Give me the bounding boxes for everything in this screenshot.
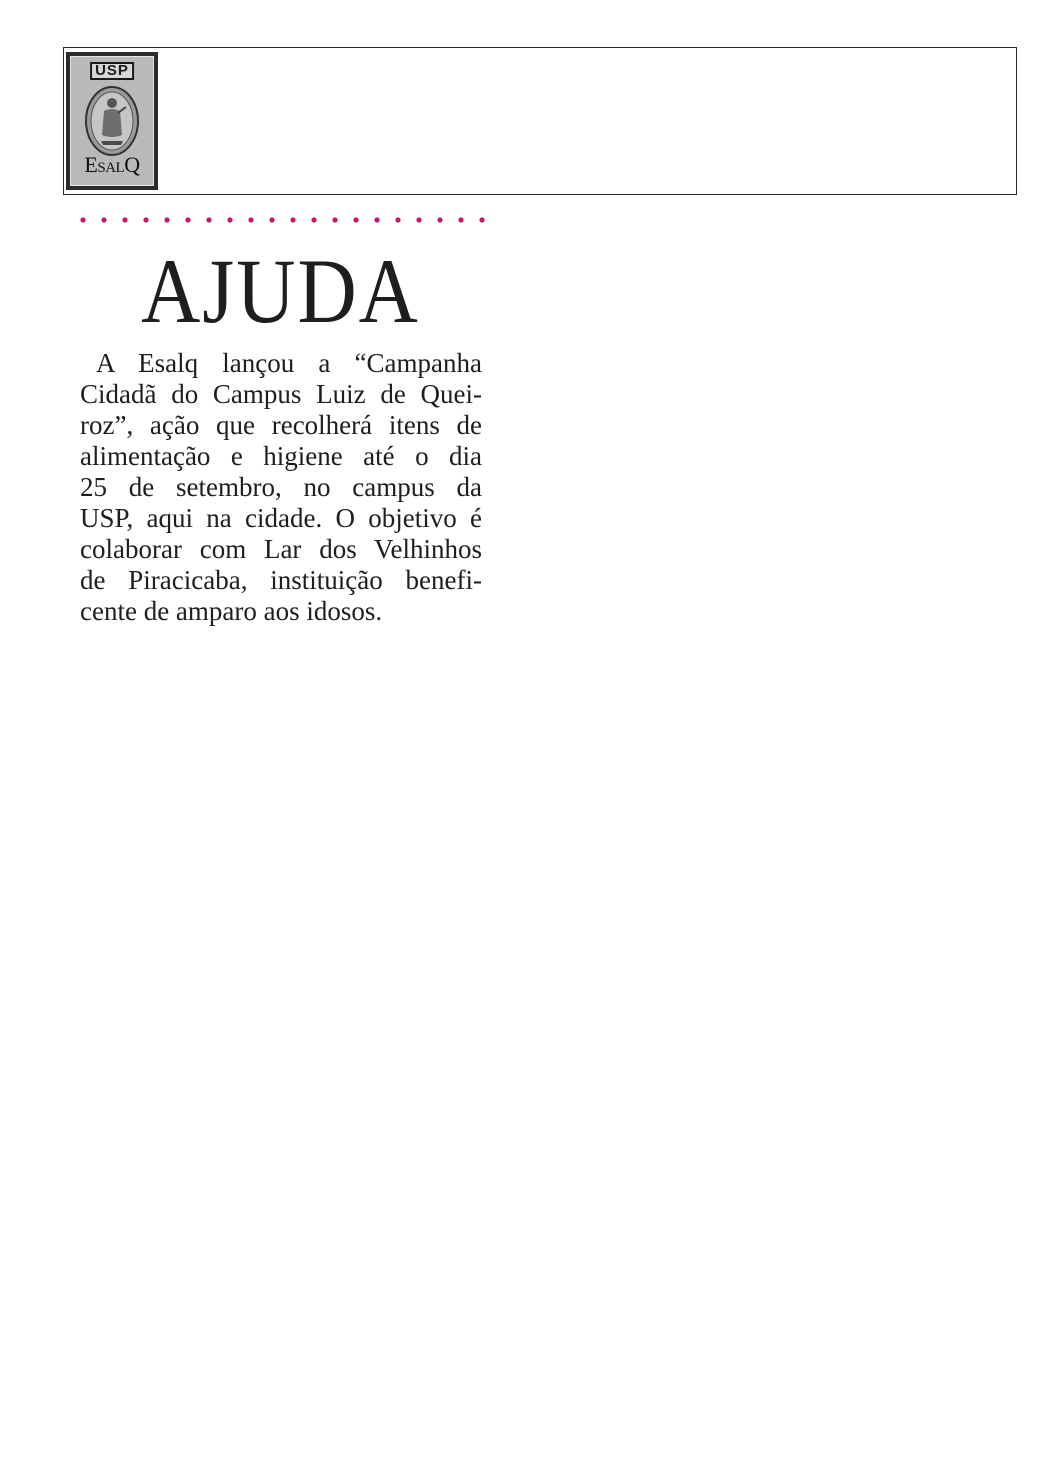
decorative-dot [269,217,274,222]
decorative-dot [353,217,358,222]
article-line: Cidadã do Campus Luiz de Quei- [80,379,482,409]
seal-icon [84,85,140,157]
article-line: colaborar com Lar dos Velhinhos [80,534,482,564]
decorative-dot-rule [80,216,485,224]
article-line: 25 de setembro, no campus da [80,472,482,502]
article-line: USP, aqui na cidade. O objetivo é [80,503,482,533]
decorative-dot [206,217,211,222]
decorative-dot [374,217,379,222]
decorative-dot [437,217,442,222]
decorative-dot [332,217,337,222]
article-line: de Piracicaba, instituição benefi- [80,565,482,595]
article-line: roz”, ação que recolherá itens de [80,410,482,440]
decorative-dot [248,217,253,222]
decorative-dot [395,217,400,222]
article-line: alimentação e higiene até o dia [80,441,482,471]
usp-esalq-logo [66,52,158,190]
decorative-dot [164,217,169,222]
article-line: A Esalq lançou a “Campanha [96,348,482,378]
logo-esalq-text: ESALQ [84,152,140,177]
decorative-dot [143,217,148,222]
decorative-dot [479,217,484,222]
decorative-dot [80,217,85,222]
article-body [80,348,482,627]
decorative-dot [290,217,295,222]
decorative-dot [416,217,421,222]
logo-usp-text: USP [90,62,134,80]
decorative-dot [311,217,316,222]
decorative-dot [185,217,190,222]
article-headline: AJUDA [141,240,420,342]
header-box [63,47,1017,195]
logo-inner [70,56,154,186]
decorative-dot [458,217,463,222]
decorative-dot [101,217,106,222]
decorative-dot [122,217,127,222]
article-line: cente de amparo aos idosos. [80,596,383,626]
decorative-dot [227,217,232,222]
